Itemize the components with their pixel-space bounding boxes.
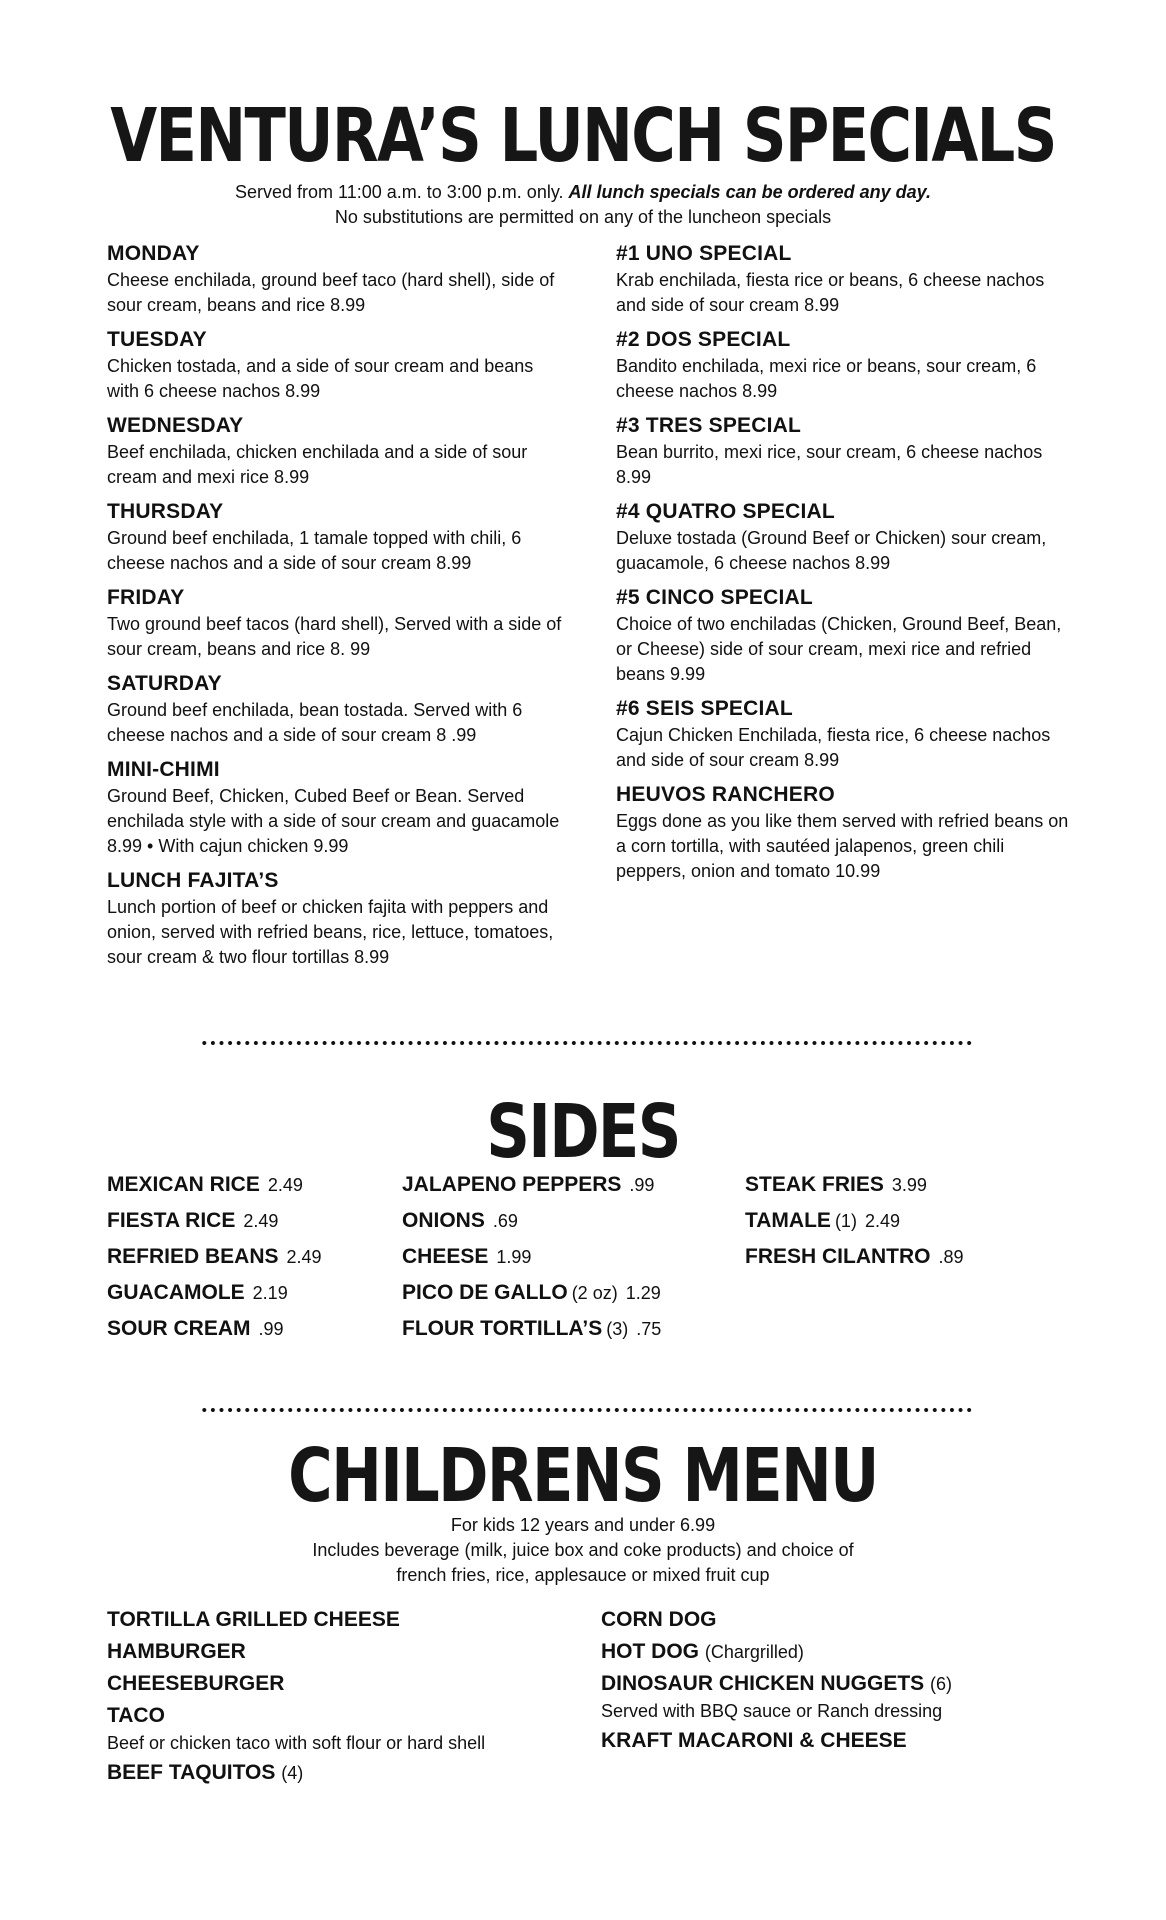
side-item [107, 1167, 322, 1203]
side-item-price: 1.29 [625, 1283, 661, 1303]
side-item-name: REFRIED BEANS [107, 1245, 279, 1268]
lunch-item-tres-special [616, 412, 1076, 490]
side-item-name: MEXICAN RICE [107, 1173, 260, 1196]
lunch-item-title: HEUVOS RANCHERO [616, 783, 835, 806]
side-item-name: FRESH CILANTRO [745, 1245, 931, 1268]
sides-column-2 [402, 1167, 661, 1347]
kids-item-quantity: (6) [930, 1674, 953, 1694]
lunch-item-title: SATURDAY [107, 672, 222, 695]
served-hours-note [0, 180, 1166, 205]
kids-item [601, 1636, 1081, 1668]
sides-column-3 [745, 1167, 964, 1275]
lunch-item-title: #2 DOS SPECIAL [616, 328, 791, 351]
kids-item-name: HAMBURGER [107, 1640, 246, 1663]
kids-item [107, 1757, 587, 1789]
lunch-item-huevos-ranchero [616, 781, 1076, 884]
kids-item-name: BEEF TAQUITOS [107, 1761, 276, 1784]
side-item-price: .69 [492, 1211, 518, 1231]
childrens-menu-title: CHILDRENS MENU [288, 1433, 878, 1519]
side-item [745, 1203, 964, 1239]
kids-item-description: Beef or chicken taco with soft flour or hard shell [107, 1733, 486, 1753]
lunch-item-description: Eggs done as you like them served with refried beans on a corn tortilla, with sautéed jalapenos, green chili peppers, onion and tomato 10.99 [616, 811, 1069, 881]
lunch-item-description: Deluxe tostada (Ground Beef or Chicken) sour cream, guacamole, 6 cheese nachos 8.99 [616, 528, 1047, 573]
side-item [402, 1239, 661, 1275]
lunch-item-description: Ground beef enchilada, 1 tamale topped with chili, 6 cheese nachos and a side of sour cream 8.99 [107, 528, 522, 573]
kids-item-name: TORTILLA GRILLED CHEESE [107, 1608, 400, 1631]
lunch-item-description: Beef enchilada, chicken enchilada and a side of sour cream and mexi rice 8.99 [107, 442, 528, 487]
side-item-price: 2.19 [252, 1283, 288, 1303]
kids-item-description: Served with BBQ sauce or Ranch dressing [601, 1701, 943, 1721]
lunch-item-fajitas [107, 867, 567, 970]
lunch-item-description: Cajun Chicken Enchilada, fiesta rice, 6 cheese nachos and side of sour cream 8.99 [616, 725, 1051, 770]
lunch-item-title: #5 CINCO SPECIAL [616, 586, 813, 609]
side-item [402, 1167, 661, 1203]
side-item-name: CHEESE [402, 1245, 489, 1268]
lunch-item-dos-special [616, 326, 1076, 404]
side-item-quantity: (2 oz) [571, 1283, 618, 1303]
lunch-item-description: Chicken tostada, and a side of sour cream and beans with 6 cheese nachos 8.99 [107, 356, 534, 401]
kids-right-column [601, 1604, 1081, 1757]
kids-item-name: HOT DOG [601, 1640, 699, 1663]
lunch-item-uno-special [616, 240, 1076, 318]
lunch-item-description: Bean burrito, mexi rice, sour cream, 6 cheese nachos 8.99 [616, 442, 1043, 487]
lunch-item-title: MINI-CHIMI [107, 758, 220, 781]
side-item-name: GUACAMOLE [107, 1281, 245, 1304]
lunch-item-title: TUESDAY [107, 328, 207, 351]
dotted-divider [200, 1040, 972, 1046]
lunch-item-title: WEDNESDAY [107, 414, 244, 437]
lunch-item-description: Cheese enchilada, ground beef taco (hard shell), side of sour cream, beans and rice 8.99 [107, 270, 555, 315]
side-item [402, 1311, 661, 1347]
lunch-item-title: LUNCH FAJITA’S [107, 869, 279, 892]
side-item-price: .99 [629, 1175, 655, 1195]
lunch-item-wednesday [107, 412, 567, 490]
side-item [107, 1275, 322, 1311]
side-item-name: TAMALE [745, 1209, 831, 1232]
lunch-item-saturday [107, 670, 567, 748]
side-item-name: STEAK FRIES [745, 1173, 884, 1196]
lunch-specials-right-column [616, 240, 1076, 892]
kids-item [601, 1668, 1081, 1700]
any-day-note: All lunch specials can be ordered any day. [568, 182, 931, 202]
lunch-item-seis-special [616, 695, 1076, 773]
kids-item [601, 1725, 1081, 1757]
side-item-price: 1.99 [496, 1247, 532, 1267]
side-item-price: 2.49 [267, 1175, 303, 1195]
kids-item [601, 1604, 1081, 1636]
lunch-item-description: Lunch portion of beef or chicken fajita with peppers and onion, served with refried beans, rice, lettuce, tomatoes, sour cream & two flour tortillas 8.99 [107, 897, 554, 967]
side-item-quantity: (3) [606, 1319, 629, 1339]
lunch-item-description: Ground beef enchilada, bean tostada. Served with 6 cheese nachos and a side of sour cream 8 .99 [107, 700, 523, 745]
side-item [745, 1239, 964, 1275]
side-item-price: 2.49 [243, 1211, 279, 1231]
served-hours-text: Served from 11:00 a.m. to 3:00 p.m. only. [235, 182, 564, 202]
side-item [107, 1203, 322, 1239]
lunch-item-description: Bandito enchilada, mexi rice or beans, sour cream, 6 cheese nachos 8.99 [616, 356, 1037, 401]
lunch-item-title: FRIDAY [107, 586, 185, 609]
kids-item-name: CORN DOG [601, 1608, 717, 1631]
sides-title: SIDES [486, 1089, 680, 1175]
kids-includes-note: Includes beverage (milk, juice box and coke products) and choice of [312, 1540, 854, 1560]
lunch-item-monday [107, 240, 567, 318]
kids-item-quantity: (Chargrilled) [704, 1642, 804, 1662]
side-item-name: FLOUR TORTILLA’S [402, 1317, 603, 1340]
side-item-name: SOUR CREAM [107, 1317, 251, 1340]
kids-item-name: DINOSAUR CHICKEN NUGGETS [601, 1672, 925, 1695]
dotted-divider [200, 1407, 972, 1413]
side-item [107, 1311, 322, 1347]
side-item-price: .75 [636, 1319, 662, 1339]
kids-left-column [107, 1604, 587, 1789]
kids-choices-note: french fries, rice, applesauce or mixed fruit cup [396, 1565, 770, 1585]
side-item-price: .99 [258, 1319, 284, 1339]
side-item [402, 1203, 661, 1239]
kids-item-name: CHEESEBURGER [107, 1672, 285, 1695]
lunch-item-description: Choice of two enchiladas (Chicken, Ground Beef, Bean, or Cheese) side of sour cream, mexi rice and refried beans 9.99 [616, 614, 1062, 684]
side-item-price: 2.49 [286, 1247, 322, 1267]
lunch-item-thursday [107, 498, 567, 576]
lunch-item-description: Two ground beef tacos (hard shell), Served with a side of sour cream, beans and rice 8. 99 [107, 614, 562, 659]
side-item [745, 1167, 964, 1203]
lunch-item-cinco-special [616, 584, 1076, 687]
kids-item-name: KRAFT MACARONI & CHEESE [601, 1729, 907, 1752]
lunch-item-friday [107, 584, 567, 662]
lunch-item-title: #4 QUATRO SPECIAL [616, 500, 835, 523]
side-item-quantity: (1) [834, 1211, 857, 1231]
lunch-item-title: MONDAY [107, 242, 200, 265]
kids-item [107, 1636, 587, 1668]
side-item-price: 3.99 [891, 1175, 927, 1195]
lunch-item-mini-chimi [107, 756, 567, 859]
kids-item-quantity: (4) [281, 1763, 304, 1783]
lunch-item-description: Krab enchilada, fiesta rice or beans, 6 cheese nachos and side of sour cream 8.99 [616, 270, 1045, 315]
lunch-item-tuesday [107, 326, 567, 404]
side-item-price: 2.49 [864, 1211, 900, 1231]
side-item-name: JALAPENO PEPPERS [402, 1173, 622, 1196]
lunch-item-quatro-special [616, 498, 1076, 576]
kids-age-note: For kids 12 years and under 6.99 [450, 1515, 716, 1535]
sides-column-1 [107, 1167, 322, 1347]
lunch-item-title: #3 TRES SPECIAL [616, 414, 802, 437]
lunch-specials-left-column [107, 240, 567, 978]
substitutions-note: No substitutions are permitted on any of the luncheon specials [334, 207, 832, 227]
kids-item [107, 1700, 587, 1732]
lunch-item-description: Ground Beef, Chicken, Cubed Beef or Bean. Served enchilada style with a side of sour cream and guacamole 8.99 • With cajun chicken 9.99 [107, 786, 560, 856]
side-item [107, 1239, 322, 1275]
side-item [402, 1275, 661, 1311]
kids-item-name: TACO [107, 1704, 165, 1727]
side-item-name: FIESTA RICE [107, 1209, 236, 1232]
side-item-price: .89 [938, 1247, 964, 1267]
kids-item [107, 1668, 587, 1700]
side-item-name: PICO DE GALLO [402, 1281, 568, 1304]
lunch-item-title: #1 UNO SPECIAL [616, 242, 792, 265]
lunch-item-title: #6 SEIS SPECIAL [616, 697, 793, 720]
side-item-name: ONIONS [402, 1209, 485, 1232]
kids-item [107, 1604, 587, 1636]
lunch-specials-title: VENTURA’S LUNCH SPECIALS [110, 93, 1056, 179]
lunch-item-title: THURSDAY [107, 500, 224, 523]
